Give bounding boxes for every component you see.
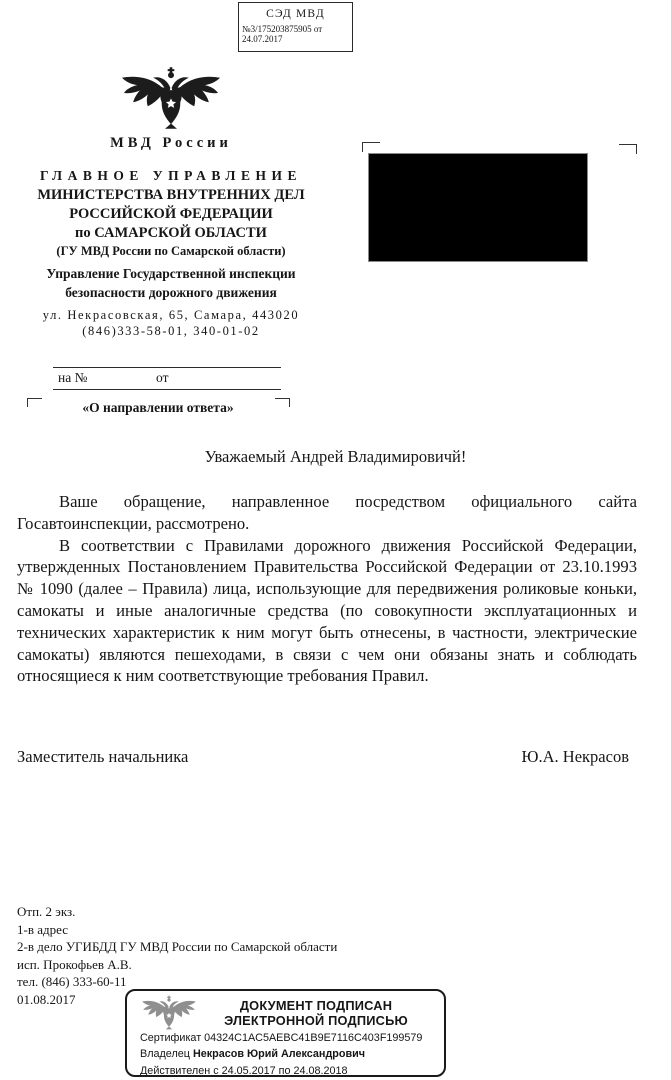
registration-date: 24.07.2017 <box>242 34 283 44</box>
reference-rule-top <box>53 367 281 368</box>
letterhead-title-line: по САМАРСКОЙ ОБЛАСТИ <box>75 225 267 241</box>
body-paragraph-2: В соответствии с Правилами дорожного движения Российской Федерации, утвержденных Постановлением Правительства Российской Федерации от 23.10.1993 № 1090 (далее – Правила) лица, использующие для передвижения роликовые коньки, самокаты и иные аналогичные средства (по совокупности эксплуатационных и технических характеристик к ним могут быть отнесены, в частности, электрические самокаты) являются пешеходами, в связи с чем они обязаны знать и соблюдать относящиеся к ним соответствующие требования Правил. <box>17 535 637 686</box>
corner-mark-addressee-right <box>619 144 637 154</box>
footer-note-line: исп. Прокофьев А.В. <box>17 956 132 972</box>
registration-number: №3/175203875905 от <box>242 24 323 34</box>
esign-title-line: ДОКУМЕНТ ПОДПИСАН <box>239 998 393 1013</box>
org-address: ул. Некрасовская, 65, Самара, 443020 <box>42 308 300 322</box>
esign-header <box>127 994 444 1030</box>
footer-note-line: 1-в адрес <box>17 921 68 937</box>
department-line: безопасности дорожного движения <box>65 285 277 300</box>
registration-stamp <box>238 2 353 52</box>
corner-mark-subject-left <box>27 398 42 407</box>
owner-name: Некрасов Юрий Александрович <box>192 1048 366 1061</box>
corner-mark-subject-right <box>275 398 290 407</box>
certificate-value: 04324C1AC5AEBC41B9E7116C403F199579 <box>204 1032 423 1044</box>
letterhead-title-line: ГЛАВНОЕ УПРАВЛЕНИЕ <box>40 168 302 183</box>
electronic-signature-stamp <box>125 989 446 1077</box>
reference-na-no-label: на № <box>58 370 88 385</box>
mvd-eagle-emblem-gray-icon <box>140 994 198 1030</box>
esign-title <box>198 994 444 1028</box>
signer-name: Ю.А. Некрасов <box>521 747 629 766</box>
footer-note-line: 01.08.2017 <box>17 991 76 1007</box>
certificate-label: Сертификат <box>140 1032 202 1044</box>
reference-ot-label: от <box>156 370 169 385</box>
reference-rule-bottom <box>53 389 281 390</box>
letterhead-title-line: РОССИЙСКОЙ ФЕДЕРАЦИИ <box>69 206 273 222</box>
letterhead-title-line: МИНИСТЕРСТВА ВНУТРЕННИХ ДЕЛ <box>37 187 305 203</box>
org-phones: (846)333-58-01, 340-01-02 <box>82 324 260 338</box>
signer-position: Заместитель начальника <box>17 747 189 766</box>
corner-mark-addressee-left <box>362 142 380 152</box>
owner-label: Владелец <box>140 1048 190 1061</box>
footer-note-line: Отп. 2 экз. <box>17 904 76 919</box>
letter-body <box>17 491 637 687</box>
body-paragraph-1: Ваше обращение, направленное посредством официального сайта Госавтоинспекции, рассмотрено. <box>17 492 637 533</box>
esign-owner-line <box>140 1047 444 1062</box>
salutation: Уважаемый Андрей Владимировичй! <box>204 447 467 466</box>
signature-row <box>17 747 629 767</box>
esign-validity-line: Действителен с 24.05.2017 по 24.08.2018 <box>140 1064 348 1077</box>
subject-title: «О направлении ответа» <box>82 400 234 415</box>
org-abbreviation: (ГУ МВД России по Самарской области) <box>56 244 286 258</box>
footer-note-line: 2-в дело УГИБДД ГУ МВД России по Самарской области <box>17 939 338 955</box>
mvd-eagle-emblem-icon <box>118 64 224 130</box>
addressee-redaction-box <box>368 153 588 262</box>
org-short-name: МВД России <box>110 135 232 151</box>
department-line: Управление Государственной инспекции <box>46 266 296 281</box>
esign-title-line: ЭЛЕКТРОННОЙ ПОДПИСЬЮ <box>224 1012 408 1028</box>
footer-note-line: тел. (846) 333-60-11 <box>17 974 127 990</box>
registration-system-label: СЭД МВД <box>266 8 325 20</box>
esign-certificate-line <box>140 1031 444 1046</box>
